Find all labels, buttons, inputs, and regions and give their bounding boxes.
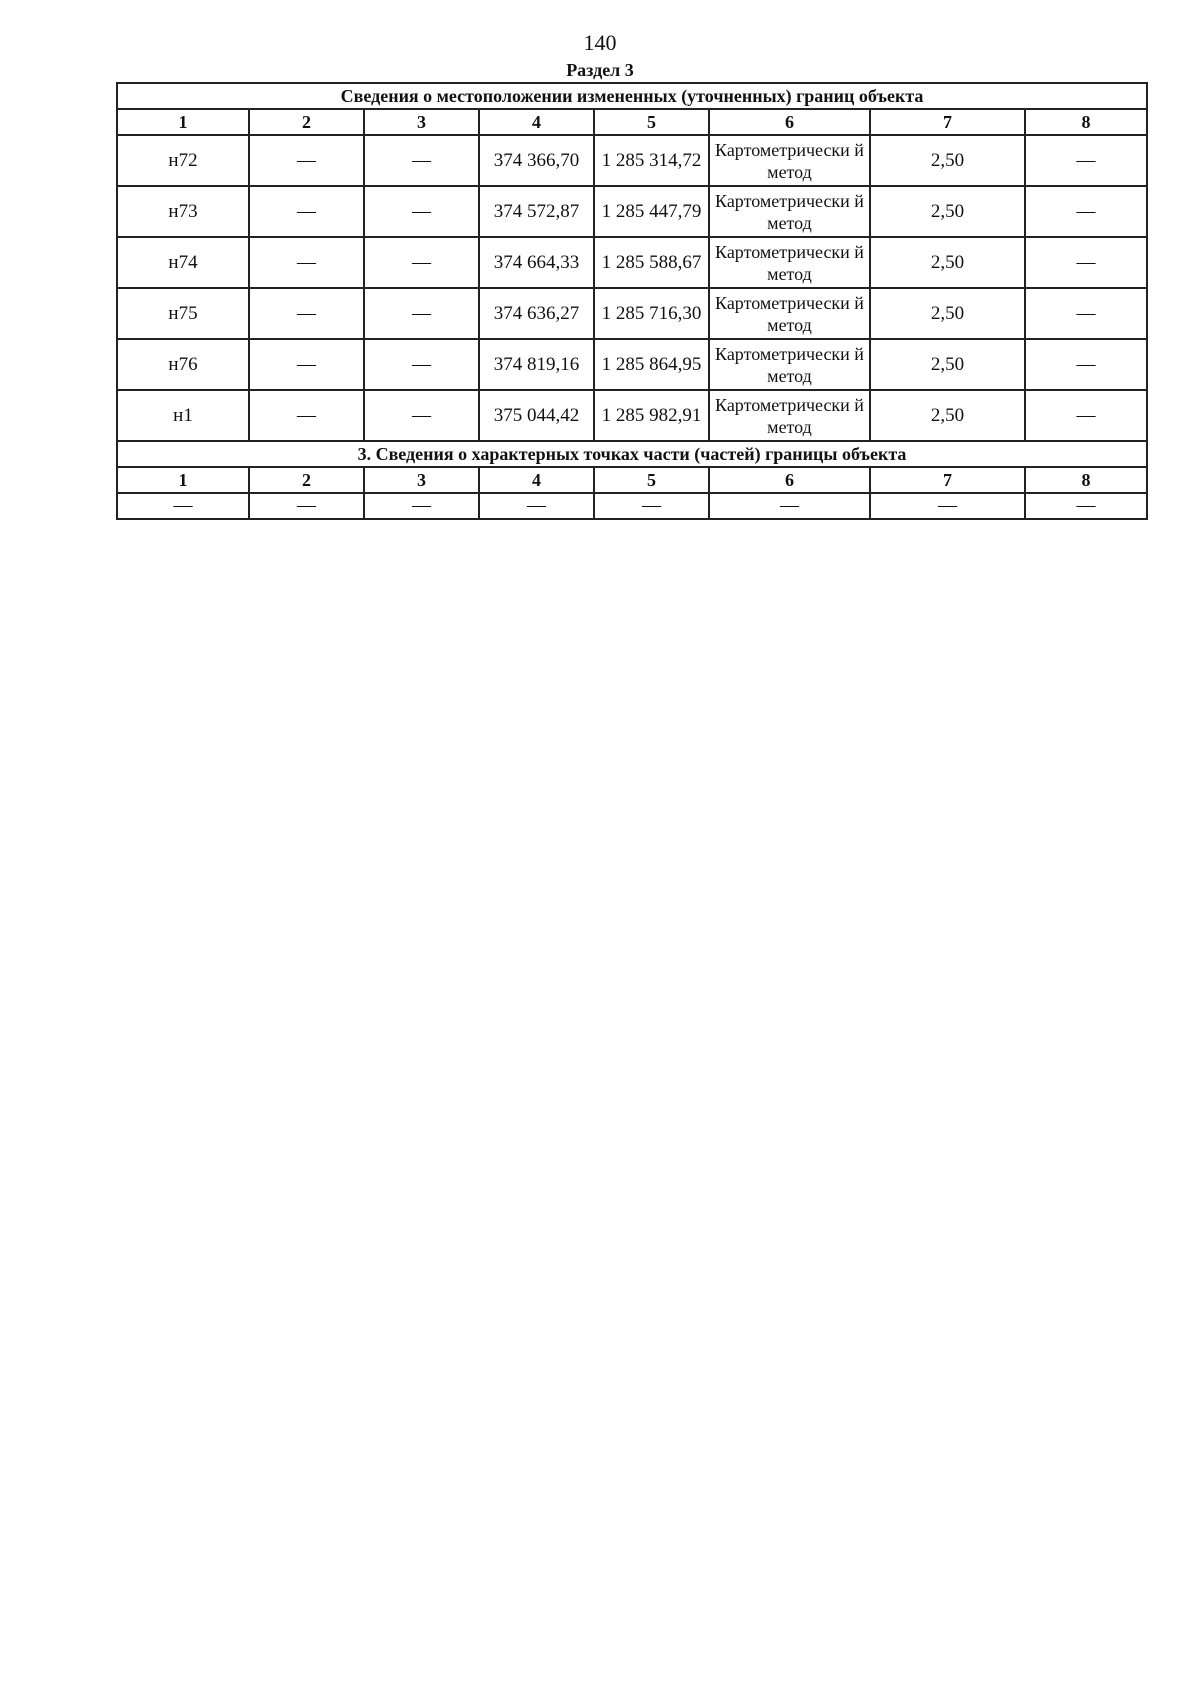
table-cell: — [1025,237,1147,288]
table-cell: — [249,135,364,186]
table1-caption-row [117,83,1147,109]
table-cell: — [1025,390,1147,441]
table-cell: — [364,135,479,186]
table-cell: 1 285 716,30 [594,288,709,339]
table-cell: 2,50 [870,237,1025,288]
table-cell: — [1025,135,1147,186]
table-cell: 2,50 [870,186,1025,237]
table1-header-row [117,109,1147,135]
table-row [117,186,1147,237]
column-header: 7 [870,109,1025,135]
table-cell: н75 [117,288,249,339]
table-cell: — [479,493,594,519]
table-row [117,493,1147,519]
page-number: 140 [583,30,617,55]
table2-caption: 3. Сведения о характерных точках части (частей) границы объекта [117,441,1147,467]
table-cell: 1 285 588,67 [594,237,709,288]
column-header: 8 [1025,467,1147,493]
column-header: 5 [594,109,709,135]
table-cell: Картометрически й метод [709,135,870,186]
table-cell: Картометрически й метод [709,186,870,237]
table-cell: 374 819,16 [479,339,594,390]
table-cell: 374 572,87 [479,186,594,237]
table-cell: 375 044,42 [479,390,594,441]
table-cell: н73 [117,186,249,237]
table-cell: Картометрически й метод [709,390,870,441]
table-cell: — [1025,339,1147,390]
table-row [117,339,1147,390]
column-header: 1 [117,109,249,135]
column-header: 6 [709,467,870,493]
column-header: 7 [870,467,1025,493]
table-cell: 374 366,70 [479,135,594,186]
column-header: 8 [1025,109,1147,135]
table-row [117,237,1147,288]
column-header: 4 [479,109,594,135]
table-cell: н74 [117,237,249,288]
table-cell: — [364,288,479,339]
table-cell: — [870,493,1025,519]
table-cell: 374 664,33 [479,237,594,288]
column-header: 6 [709,109,870,135]
table1-caption: Сведения о местоположении измененных (уточненных) границ объекта [117,83,1147,109]
table-cell: — [249,288,364,339]
table-row [117,288,1147,339]
table-cell: 2,50 [870,339,1025,390]
table-cell: — [709,493,870,519]
table-cell: н76 [117,339,249,390]
table-cell: 1 285 314,72 [594,135,709,186]
table-cell: — [249,493,364,519]
column-header: 4 [479,467,594,493]
table-cell: — [1025,186,1147,237]
table-cell: н1 [117,390,249,441]
table-cell: 1 285 982,91 [594,390,709,441]
table-cell: — [249,237,364,288]
table-row [117,135,1147,186]
table-cell: 374 636,27 [479,288,594,339]
column-header: 1 [117,467,249,493]
table-cell: 2,50 [870,135,1025,186]
table-cell: Картометрически й метод [709,237,870,288]
table-body [117,83,1147,519]
table-cell: — [364,186,479,237]
table-cell: Картометрически й метод [709,288,870,339]
table-cell: 1 285 447,79 [594,186,709,237]
boundary-points-table [116,82,1148,520]
table-cell: — [249,390,364,441]
table-cell: 1 285 864,95 [594,339,709,390]
table2-caption-row [117,441,1147,467]
table-cell: — [249,186,364,237]
column-header: 5 [594,467,709,493]
table-cell: — [364,390,479,441]
column-header: 2 [249,467,364,493]
section-title: Раздел 3 [566,60,634,80]
table-cell: — [364,493,479,519]
column-header: 2 [249,109,364,135]
table-cell: — [117,493,249,519]
table-cell: — [364,339,479,390]
table-cell: — [1025,288,1147,339]
table-cell: — [1025,493,1147,519]
table-cell: — [364,237,479,288]
table-cell: 2,50 [870,390,1025,441]
table-row [117,390,1147,441]
table-cell: н72 [117,135,249,186]
table-cell: 2,50 [870,288,1025,339]
table2-header-row [117,467,1147,493]
table-cell: — [594,493,709,519]
column-header: 3 [364,109,479,135]
table-cell: Картометрически й метод [709,339,870,390]
column-header: 3 [364,467,479,493]
table-cell: — [249,339,364,390]
